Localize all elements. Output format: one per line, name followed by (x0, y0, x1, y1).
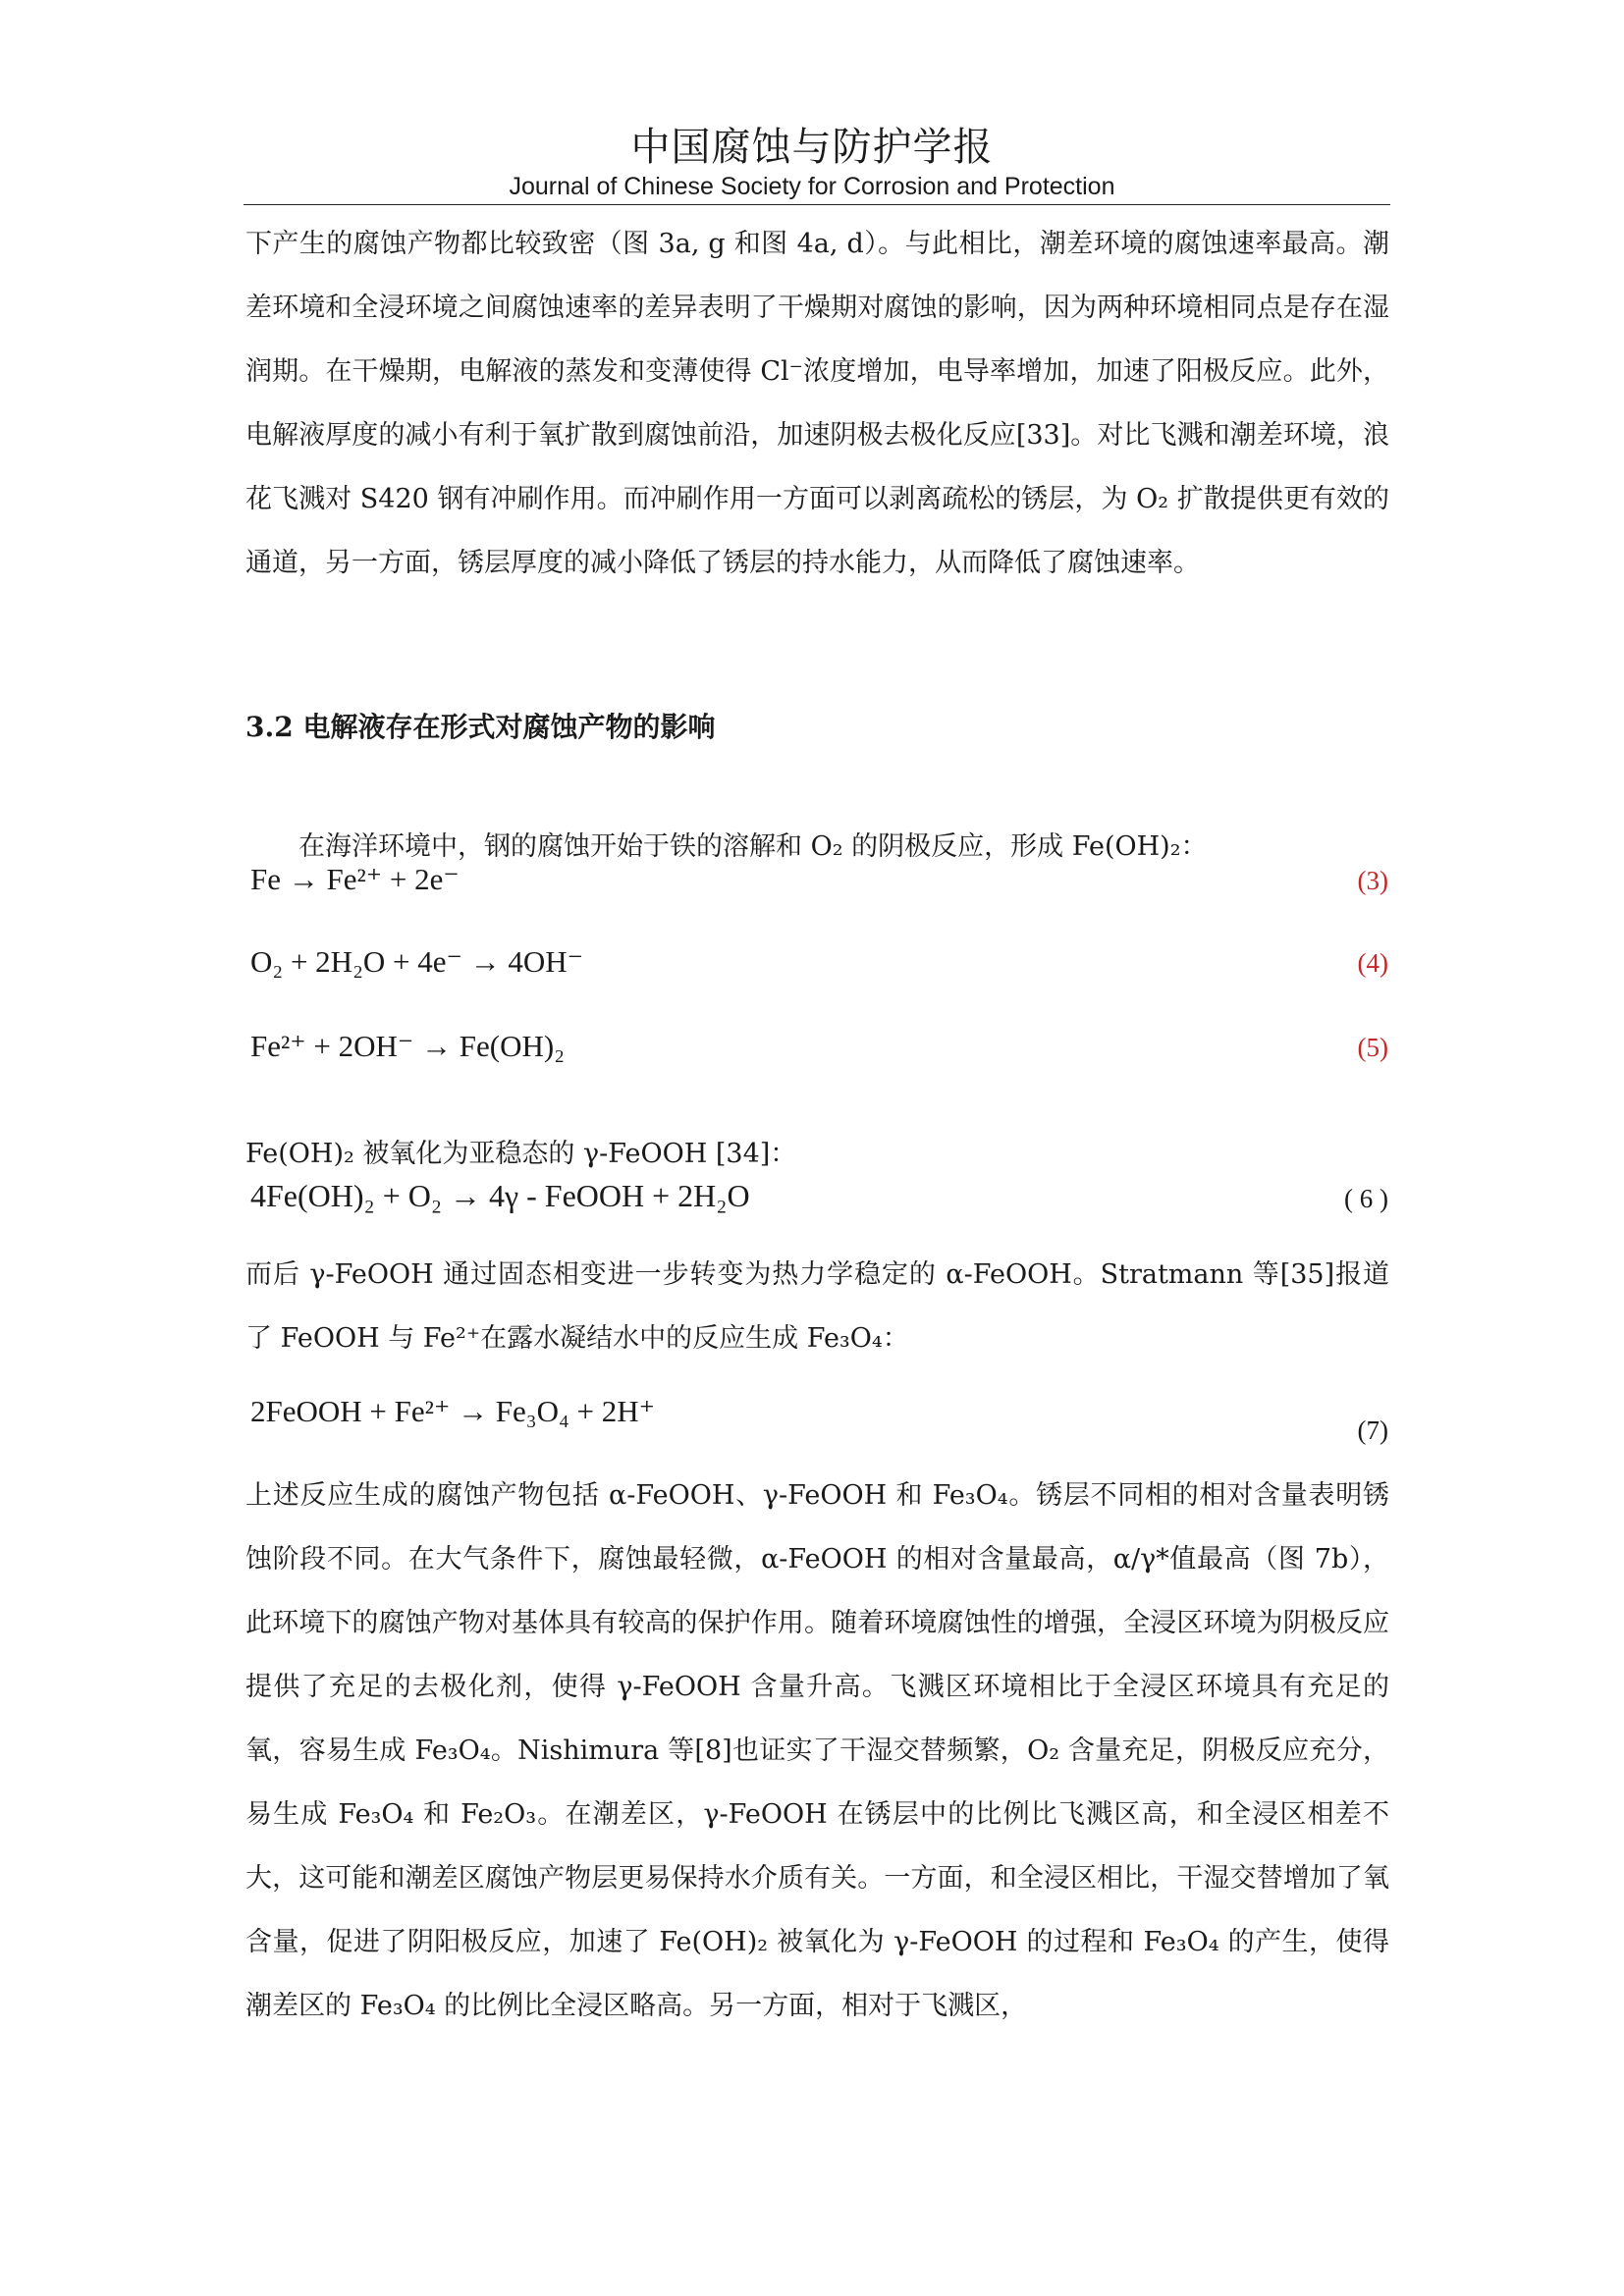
equation-5: Fe²⁺ + 2OH⁻ → Fe(OH)₂ (250, 1029, 566, 1063)
equation-number-5: (5) (1357, 1033, 1388, 1062)
equation-3: Fe → Fe²⁺ + 2e⁻ (250, 862, 460, 896)
equation-number-6: ( 6 ) (1344, 1184, 1388, 1213)
header-rule (244, 204, 1390, 205)
equation-number-3: (3) (1357, 866, 1388, 895)
body-paragraph-3: Fe(OH)₂ 被氧化为亚稳态的 γ-FeOOH [34]： (245, 1139, 797, 1169)
equation-number-7: (7) (1357, 1415, 1388, 1445)
body-paragraph-1: 下产生的腐蚀产物都比较致密（图 3a, g 和图 4a, d）。与此相比，潮差环境的腐蚀速率最高。潮差环境和全浸环境之间腐蚀速率的差异表明了干燥期对腐蚀的影响，因为两种环境相同点是存在湿润期。在干燥期，电解液的蒸发和变薄使得 Cl⁻浓度增加，电导率增加，加速了阳极反应。此外，电解液厚度的减小有利于氧扩散到腐蚀前沿，加速阴极去极化反应[33]。对比飞溅和潮差环境，浪花飞溅对 S420 钢有冲刷作用。而冲刷作用一方面可以剥离疏松的锈层，为 O₂ 扩散提供更有效的通道，另一方面，锈层厚度的减小降低了锈层的持水能力，从而降低了腐蚀速率。 (245, 229, 1389, 578)
body-paragraph-5: 上述反应生成的腐蚀产物包括 α-FeOOH、γ-FeOOH 和 Fe₃O₄。锈层不同相的相对含量表明锈蚀阶段不同。在大气条件下，腐蚀最轻微，α-FeOOH 的相对含量最高，α/γ*值最高（图 7b），此环境下的腐蚀产物对基体具有较高的保护作用。随着环境腐蚀性的增强，全浸区环境为阴极反应提供了充足的去极化剂，使得 γ-FeOOH 含量升高。飞溅区环境相比于全浸区环境具有充足的氧，容易生成 Fe₃O₄。Nishimura 等[8]也证实了干湿交替频繁，O₂ 含量充足，阴极反应充分，易生成 Fe₃O₄ 和 Fe₂O₃。在潮差区，γ-FeOOH 在锈层中的比例比飞溅区高，和全浸区相差不大，这可能和潮差区腐蚀产物层更易保持水介质有关。一方面，和全浸区相比，干湿交替增加了氧含量，促进了阴阳极反应，加速了 Fe(OH)₂ 被氧化为 γ-FeOOH 的过程和 Fe₃O₄ 的产生，使得潮差区的 Fe₃O₄ 的比例比全浸区略高。另一方面，相对于飞溅区， (245, 1480, 1389, 2021)
journal-title-en: Journal of Chinese Society for Corrosion and Protection (509, 173, 1115, 200)
equation-7: 2FeOOH + Fe²⁺ → Fe₃O₄ + 2H⁺ (250, 1394, 656, 1428)
section-heading: 3.2 电解液存在形式对腐蚀产物的影响 (245, 711, 716, 743)
equation-number-4: (4) (1357, 948, 1388, 978)
body-paragraph-2-text: 在海洋环境中，钢的腐蚀开始于铁的溶解和 O₂ 的阴极反应，形成 Fe(OH)₂： (298, 831, 1208, 862)
equation-4: O₂ + 2H₂O + 4e⁻ → 4OH⁻ (250, 944, 584, 979)
body-paragraph-4: 而后 γ-FeOOH 通过固态相变进一步转变为热力学稳定的 α-FeOOH。Stratmann 等[35]报道了 FeOOH 与 Fe²⁺在露水凝结水中的反应生成 Fe₃O₄： (245, 1259, 1389, 1354)
journal-title-cn: 中国腐蚀与防护学报 (630, 125, 994, 170)
equation-6: 4Fe(OH)₂ + O₂ → 4γ - FeOOH + 2H₂O (250, 1178, 750, 1213)
